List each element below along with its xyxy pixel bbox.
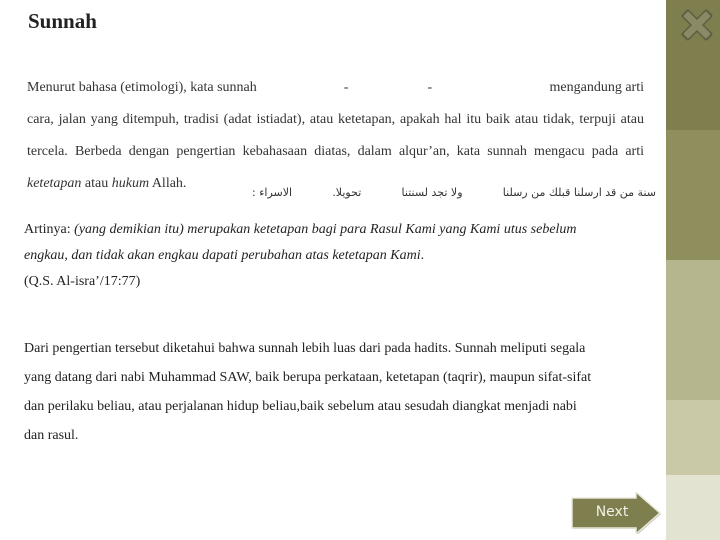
arabic-part-4: الاسراء : [252, 186, 293, 199]
next-button-label: Next [595, 504, 629, 520]
definition-paragraph: Dari pengertian tersebut diketahui bahwa sunnah lebih luas dari pada hadits. Sunnah meliputi segala yang datang dari nabi Muhammad SAW, baik berupa perkataan, ketetapan (taqrir), maupun sifat-sifat dan perilaku beliau, atau perjalanan hidup beliau,baik sebelum atau sesudah diangkat menjadi nabi dan rasul. [24, 341, 592, 443]
etymology-paragraph [27, 72, 644, 200]
paragraph-line1-start: Menurut bahasa (etimologi), kata sunnah [27, 80, 257, 95]
paragraph-first-line [27, 72, 644, 104]
translation-reference: (Q.S. Al-isra’/17:77) [24, 274, 141, 289]
decorative-sidebar [666, 0, 720, 540]
arabic-part-1: سنة من قد ارسلنا قبلك من رسلنا [502, 186, 656, 199]
sidebar-band-4 [666, 400, 720, 475]
paragraph-rest: cara, jalan yang ditempuh, tradisi (adat istiadat), atau ketetapan, apakah hal itu baik atau tidak, terpuji atau tercela. Berbeda dengan pengertian kebahasaan diatas, dalam alqur’an, kata sunnah mengacu pada arti [27, 112, 644, 159]
translation-text: (yang demikian itu) merupakan ketetapan bagi para Rasul Kami yang Kami utus sebelum engkau, dan tidak akan engkau dapati perubahan atas ketetapan Kami [24, 222, 577, 263]
paragraph-line1-end: mengandung arti [549, 80, 644, 95]
close-button[interactable] [677, 5, 717, 45]
sidebar-band-5 [666, 475, 720, 540]
translation-block [24, 217, 584, 295]
translation-period: . [420, 248, 425, 263]
slide-title: Sunnah [28, 9, 97, 33]
arabic-part-3: تحويلا. [332, 186, 362, 199]
sidebar-band-2 [666, 130, 720, 260]
arabic-part-2: ولا تجد لسنتنا [401, 186, 463, 199]
translation-label: Artinya: [24, 222, 71, 237]
paragraph-dash-1: - [343, 80, 349, 95]
close-x-icon [678, 6, 716, 44]
paragraph-dash-2: - [427, 80, 433, 95]
paragraph-end: Allah. [151, 176, 187, 191]
paragraph-italic-ketetapan: ketetapan [27, 176, 82, 191]
paragraph-italic-hukum: hukum [111, 176, 150, 191]
paragraph-conj: atau [84, 176, 109, 191]
arabic-verse [252, 186, 656, 199]
sidebar-band-3 [666, 260, 720, 400]
next-button[interactable] [570, 492, 662, 534]
